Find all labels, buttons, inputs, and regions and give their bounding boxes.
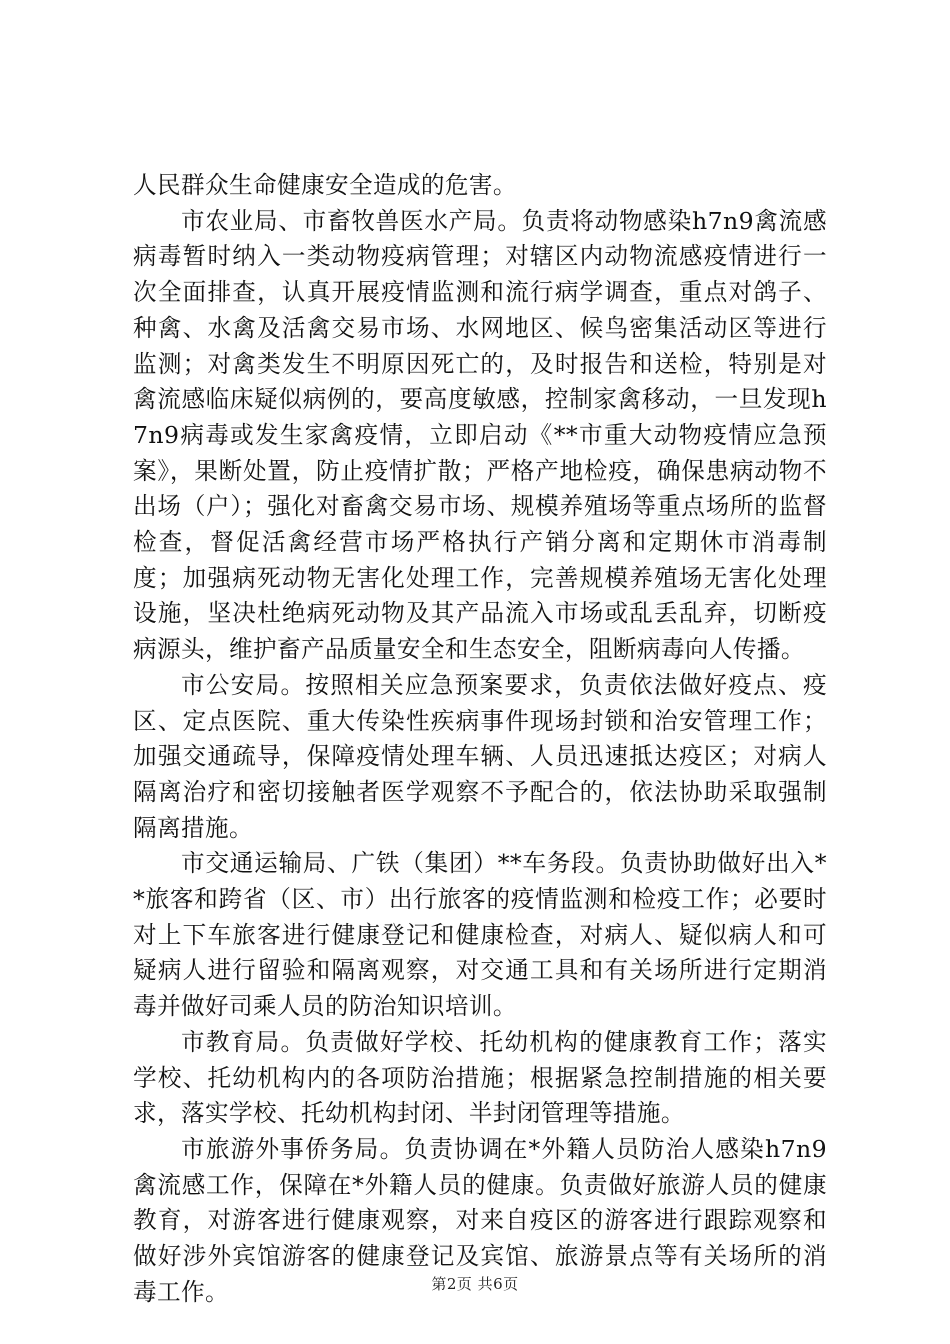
paragraph: 人民群众生命健康安全造成的危害。	[133, 171, 517, 199]
paragraph: 市教育局。负责做好学校、托幼机构的健康教育工作；落实学校、托幼机构内的各项防治措施；根据紧急控制措施的相关要求，落实学校、托幼机构封闭、半封闭管理等措施。	[133, 1027, 827, 1128]
paragraph: 市旅游外事侨务局。负责协调在*外籍人员防治人感染h7n9禽流感工作，保障在*外籍人员的健康。负责做好旅游人员的健康教育，对游客进行健康观察，对来自疫区的游客进行跟踪观察和做好涉外宾馆游客的健康登记及宾馆、旅游景点等有关场所的消毒工作。	[133, 1134, 827, 1306]
paragraph: 市交通运输局、广铁（集团）**车务段。负责协助做好出入**旅客和跨省（区、市）出行旅客的疫情监测和检疫工作；必要时对上下车旅客进行健康登记和健康检查，对病人、疑似病人和可疑病人进行留验和隔离观察，对交通工具和有关场所进行定期消毒并做好司乘人员的防治知识培训。	[133, 849, 827, 1021]
paragraph: 市公安局。按照相关应急预案要求，负责依法做好疫点、疫区、定点医院、重大传染性疾病事件现场封锁和治安管理工作；加强交通疏导，保障疫情处理车辆、人员迅速抵达疫区；对病人隔离治疗和密切接触者医学观察不予配合的，依法协助采取强制隔离措施。	[133, 670, 827, 842]
document-body	[133, 168, 827, 1311]
paragraph: 市农业局、市畜牧兽医水产局。负责将动物感染h7n9禽流感病毒暂时纳入一类动物疫病管理；对辖区内动物流感疫情进行一次全面排查，认真开展疫情监测和流行病学调查，重点对鸽子、种禽、水禽及活禽交易市场、水网地区、候鸟密集活动区等进行监测；对禽类发生不明原因死亡的，及时报告和送检，特别是对禽流感临床疑似病例的，要高度敏感，控制家禽移动，一旦发现h7n9病毒或发生家禽疫情，立即启动《**市重大动物疫情应急预案》，果断处置，防止疫情扩散；严格产地检疫，确保患病动物不出场（户）；强化对畜禽交易市场、规模养殖场等重点场所的监督检查，督促活禽经营市场严格执行产销分离和定期休市消毒制度；加强病死动物无害化处理工作，完善规模养殖场无害化处理设施，坚决杜绝病死动物及其产品流入市场或乱丢乱弃，切断疫病源头，维护畜产品质量安全和生态安全，阻断病毒向人传播。	[133, 206, 827, 664]
page-number-footer: 第2页 共6页	[431, 1275, 519, 1293]
